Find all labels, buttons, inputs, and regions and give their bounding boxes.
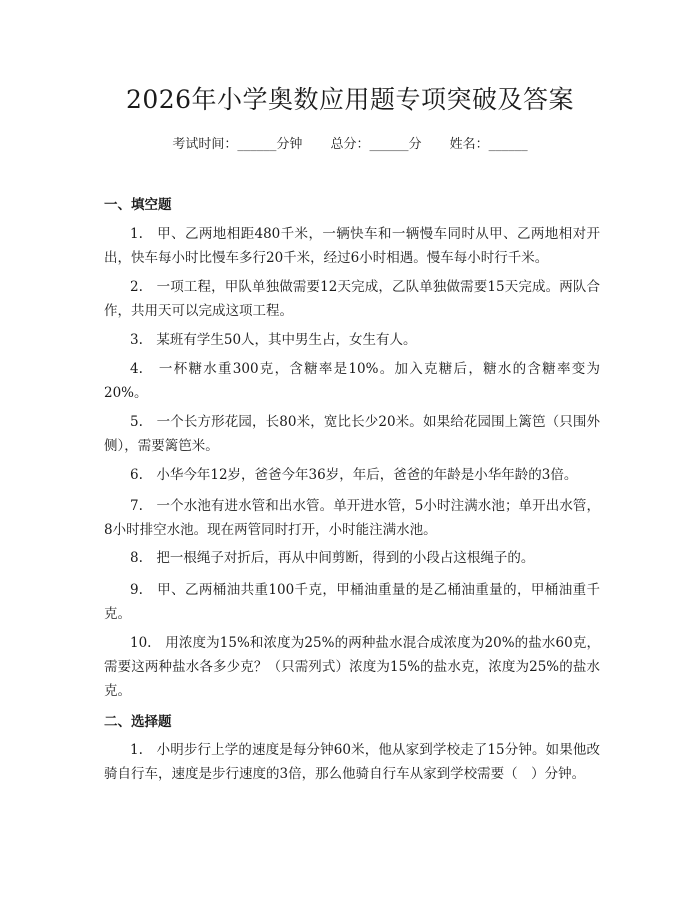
section-heading: 一、填空题 <box>104 197 172 213</box>
question: 3. 某班有学生50人，其中男生占，女生有人。 <box>130 332 417 348</box>
section-heading: 二、选择题 <box>104 714 172 730</box>
question: 5. 一个长方形花园，长80米，宽比长少20米。如果给花园围上篱笆（只围外侧），需要篱笆米。 <box>104 414 600 454</box>
exam-name: 姓名：______ <box>449 137 528 152</box>
question: 8. 把一根绳子对折后，再从中间剪断，得到的小段占这根绳子的。 <box>130 550 535 566</box>
exam-score: 总分：______分 <box>330 137 422 152</box>
question: 6. 小华今年12岁，爸爸今年36岁，年后，爸爸的年龄是小华年龄的3倍。 <box>130 467 578 483</box>
exam-time: 考试时间：______分钟 <box>172 137 303 152</box>
question: 2. 一项工程，甲队单独做需要12天完成，乙队单独做需要15天完成。两队合作，共用天可以完成这项工程。 <box>104 279 600 319</box>
question: 9. 甲、乙两桶油共重100千克，甲桶油重量的是乙桶油重量的，甲桶油重千克。 <box>104 582 600 622</box>
question: 4. 一杯糖水重300克，含糖率是10%。加入克糖后，糖水的含糖率变为20%。 <box>104 361 600 401</box>
question: 1. 小明步行上学的速度是每分钟60米，他从家到学校走了15分钟。如果他改骑自行车，速度是步行速度的3倍，那么他骑自行车从家到学校需要（ ）分钟。 <box>104 742 600 782</box>
question: 1. 甲、乙两地相距480千米，一辆快车和一辆慢车同时从甲、乙两地相对开出，快车每小时比慢车多行20千米，经过6小时相遇。慢车每小时行千米。 <box>104 226 600 266</box>
question: 10. 用浓度为15%和浓度为25%的两种盐水混合成浓度为20%的盐水60克，需要这两种盐水各多少克？（只需列式）浓度为15%的盐水克，浓度为25%的盐水克。 <box>104 635 600 699</box>
exam-info <box>0 133 700 152</box>
page-title: 2026年小学奥数应用题专项突破及答案 <box>125 85 575 114</box>
question: 7. 一个水池有进水管和出水管。单开进水管，5小时注满水池；单开出水管，8小时排空水池。现在两管同时打开，小时能注满水池。 <box>104 498 600 538</box>
